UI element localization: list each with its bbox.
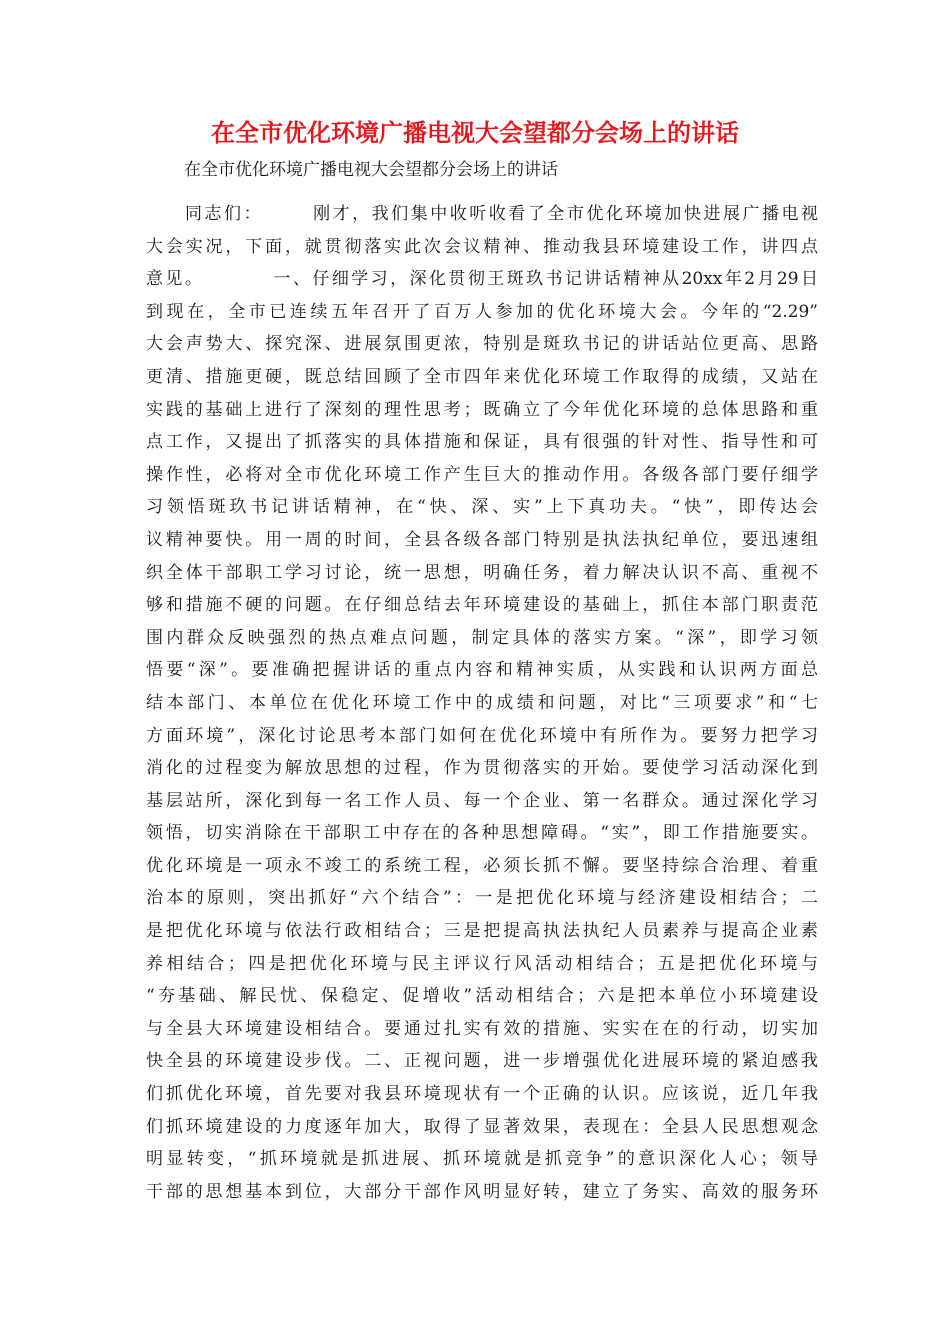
document-title: 在全市优化环境广播电视大会望都分会场上的讲话 bbox=[211, 119, 739, 147]
body-line: 结本部门、本单位在优化环境工作中的成绩和问题，对比“三项要求”和“七 bbox=[146, 692, 818, 713]
body-line: 实践的基础上进行了深刻的理性思考；既确立了今年优化环境的总体思路和重 bbox=[146, 399, 818, 420]
body-line: 够和措施不硬的问题。在仔细总结去年环境建设的基础上，抓住本部门职责范 bbox=[146, 595, 818, 616]
body-line: 养相结合；四是把优化环境与民主评议行风活动相结合；五是把优化环境与 bbox=[146, 953, 818, 974]
body-line: 围内群众反映强烈的热点难点问题，制定具体的落实方案。“深”，即学习领 bbox=[146, 627, 818, 648]
body-line: 悟要“深”。要准确把握讲话的重点内容和精神实质，从实践和认识两方面总 bbox=[146, 660, 818, 681]
body-line: 快全县的环境建设步伐。二、正视问题，进一步增强优化进展环境的紧迫感我 bbox=[146, 1051, 818, 1072]
body-line: 明显转变，“抓环境就是抓进展、抓环境就是抓竞争”的意识深化人心；领导 bbox=[146, 1149, 818, 1170]
body-line: “夯基础、解民忧、保稳定、促增收”活动相结合；六是把本单位小环境建设 bbox=[146, 986, 818, 1007]
body-line: 习领悟斑玖书记讲话精神，在“快、深、实”上下真功夫。“快”，即传达会 bbox=[146, 497, 818, 518]
body-line: 治本的原则，突出抓好“六个结合”：一是把优化环境与经济建设相结合；二 bbox=[146, 888, 818, 909]
body-line: 们抓优化环境，首先要对我县环境现状有一个正确的认识。应该说，近几年我 bbox=[146, 1084, 818, 1105]
body-line: 点工作，又提出了抓落实的具体措施和保证，具有很强的针对性、指导性和可 bbox=[146, 432, 818, 453]
body-line: 优化环境是一项永不竣工的系统工程，必须长抓不懈。要坚持综合治理、着重 bbox=[146, 855, 818, 876]
body-line: 消化的过程变为解放思想的过程，作为贯彻落实的开始。要使学习活动深化到 bbox=[146, 758, 818, 779]
body-line: 议精神要快。用一周的时间，全县各级各部门特别是执法执纪单位，要迅速组 bbox=[146, 529, 818, 550]
body-line: 到现在，全市已连续五年召开了百万人参加的优化环境大会。今年的“2.29” bbox=[146, 301, 818, 322]
body-line: 领悟，切实消除在干部职工中存在的各种思想障碍。“实”，即工作措施要实。 bbox=[146, 823, 818, 844]
body-line: 基层站所，深化到每一名工作人员、每一个企业、第一名群众。通过深化学习 bbox=[146, 790, 818, 811]
body-line: 织全体干部职工学习讨论，统一思想，明确任务，着力解决认识不高、重视不 bbox=[146, 562, 818, 583]
body-line: 是把优化环境与依法行政相结合；三是把提高执法执纪人员素养与提高企业素 bbox=[146, 921, 818, 942]
body-line: 们抓环境建设的力度逐年加大，取得了显著效果，表现在：全县人民思想观念 bbox=[146, 1116, 818, 1137]
body-line: 意见。 一、仔细学习，深化贯彻王斑玖书记讲话精神从20xx年2月29日 bbox=[146, 269, 818, 290]
body-line: 与全县大环境建设相结合。要通过扎实有效的措施、实实在在的行动，切实加 bbox=[146, 1018, 818, 1039]
body-line: 大会实况，下面，就贯彻落实此次会议精神、推动我县环境建设工作，讲四点 bbox=[146, 236, 818, 257]
body-line: 更清、措施更硬，既总结回顾了全市四年来优化环境工作取得的成绩，又站在 bbox=[146, 366, 818, 387]
document-body bbox=[146, 198, 818, 1208]
document-subtitle: 在全市优化环境广播电视大会望都分会场上的讲话 bbox=[184, 160, 558, 180]
body-line: 大会声势大、探究深、进展氛围更浓，特别是斑玖书记的讲话站位更高、思路 bbox=[146, 334, 818, 355]
body-line: 同志们： 刚才，我们集中收听收看了全市优化环境加快进展广播电视 bbox=[146, 204, 818, 224]
body-line: 干部的思想基本到位，大部分干部作风明显好转，建立了务实、高效的服务环 bbox=[146, 1181, 818, 1202]
body-line: 方面环境”，深化讨论思考本部门如何在优化环境中有所作为。要努力把学习 bbox=[146, 725, 818, 746]
body-line: 操作性，必将对全市优化环境工作产生巨大的推动作用。各级各部门要仔细学 bbox=[146, 464, 818, 485]
